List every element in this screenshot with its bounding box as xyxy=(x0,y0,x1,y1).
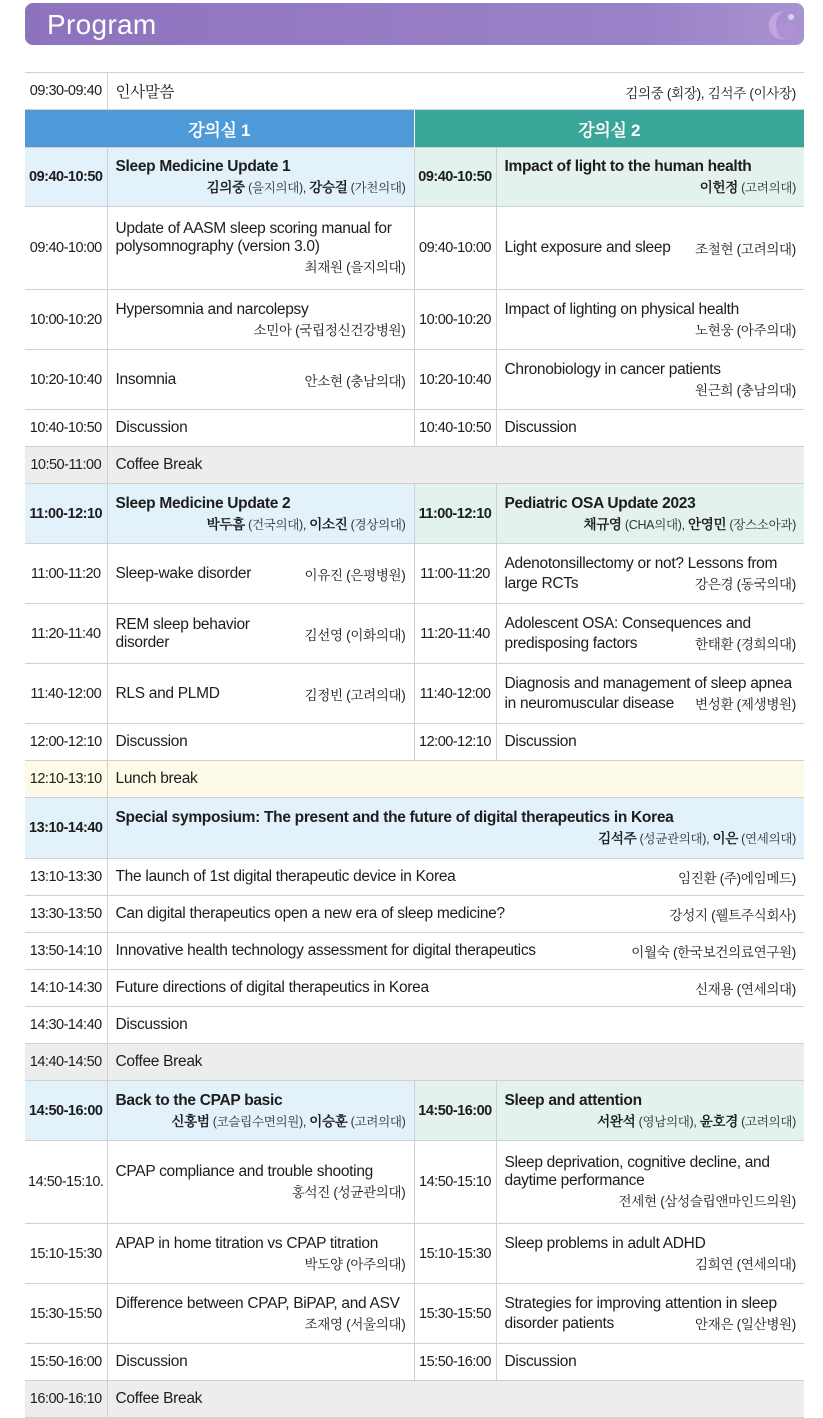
talk-title: REM sleep behavior disorder xyxy=(115,615,250,651)
talk-row: 14:50-15:10. CPAP compliance and trouble shooting 홍석진 (성균관의대) 14:50-15:10 Sleep deprivation, cognitive decline, and daytime performance 전세현 (삼성슬립앤마인드의원) xyxy=(25,1141,804,1224)
talk-title-cont: large RCTs xyxy=(504,574,579,592)
session-title: Back to the CPAP basic xyxy=(115,1091,283,1109)
session-row xyxy=(25,148,804,207)
talk-title: RLS and PLMD xyxy=(115,684,220,702)
talk-title-cont: in neuromuscular disease xyxy=(504,694,674,712)
session-time: 09:40-10:50 xyxy=(414,148,496,207)
speaker: 안소현 (충남의대) xyxy=(304,373,406,389)
talk-title: Hypersomnia and narcolepsy xyxy=(115,300,309,318)
speaker: 김의중 (회장), 김석주 (이사장) xyxy=(625,86,796,101)
talk-title: Adolescent OSA: Consequences and xyxy=(504,614,751,632)
talk-title: Insomnia xyxy=(115,370,176,388)
talk-title: Discussion xyxy=(107,724,414,761)
break-title: Lunch break xyxy=(107,761,804,798)
talk-title: Discussion xyxy=(496,724,804,761)
talk-title: Discussion xyxy=(496,410,804,447)
program-banner xyxy=(25,3,804,45)
talk-title: CPAP compliance and trouble shooting xyxy=(115,1163,373,1180)
break-row: 14:40-14:50 Coffee Break xyxy=(25,1044,804,1081)
session-time: 11:00-12:10 xyxy=(25,484,107,544)
talk-row: 14:10-14:30 Future directions of digital therapeutics in Korea 신재용 (연세의대) xyxy=(25,970,804,1007)
talk-title: Diagnosis and management of sleep apnea xyxy=(504,674,792,692)
talk-title: Difference between CPAP, BiPAP, and ASV xyxy=(115,1294,400,1312)
talk-row: 15:30-15:50 Difference between CPAP, BiPAP, and ASV 조재영 (서울의대) 15:30-15:50 Strategies for improving attention in sleep disorder patients 안재은 (일산병원) xyxy=(25,1284,804,1344)
talk-row: 15:10-15:30 APAP in home titration vs CPAP titration 박도양 (아주의대) 15:10-15:30 Sleep problems in adult ADHD 김희연 (연세의대) xyxy=(25,1224,804,1284)
break-title: Coffee Break xyxy=(107,447,804,484)
break-row: 10:50-11:00 Coffee Break xyxy=(25,447,804,484)
speaker: 소민아 (국립정신건강병원) xyxy=(253,322,406,338)
talk-title: Future directions of digital therapeutics in Korea xyxy=(115,979,429,996)
speaker: 김희연 (연세의대) xyxy=(694,1256,796,1272)
speaker: 이유진 (은평병원) xyxy=(304,567,406,583)
speaker: 강은경 (동국의대) xyxy=(694,576,796,592)
speaker: 이월숙 (한국보건의료연구원) xyxy=(631,945,796,960)
session-time: 14:50-16:00 xyxy=(414,1081,496,1141)
talk-row: 11:20-11:40 REM sleep behavior disorder 김선영 (이화의대) 11:20-11:40 Adolescent OSA: Consequences and predisposing factors 한태환 (경희의대) xyxy=(25,604,804,664)
session-title: Sleep Medicine Update 1 xyxy=(115,158,291,175)
session-chairs: 신홍범 (코슬립수면의원), 이승훈 (고려의대) xyxy=(171,1113,406,1129)
symposium-row xyxy=(25,798,804,859)
talk-title: Light exposure and sleep xyxy=(504,239,671,256)
talk-row: 10:20-10:40 Insomnia 안소현 (충남의대) 10:20-10:40 Chronobiology in cancer patients 원근희 (충남의대) xyxy=(25,350,804,410)
talk-title: APAP in home titration vs CPAP titration xyxy=(115,1234,379,1252)
break-row: 16:00-16:10 Coffee Break xyxy=(25,1381,804,1418)
talk-title: Discussion xyxy=(107,410,414,447)
session-row xyxy=(25,484,804,544)
session-chairs: 김의중 (을지의대), 강승걸 (가천의대) xyxy=(206,180,406,195)
session-title: Sleep Medicine Update 2 xyxy=(115,494,291,512)
talk-title: Chronobiology in cancer patients xyxy=(504,360,721,378)
session-title: Pediatric OSA Update 2023 xyxy=(504,494,696,512)
speaker: 임진환 (주)에임메드) xyxy=(678,871,796,886)
talk-title-cont: polysomnography (version 3.0) xyxy=(115,238,320,255)
session-title: Special symposium: The present and the future of digital therapeutics in Korea xyxy=(115,809,674,826)
break-row: 12:10-13:10 Lunch break xyxy=(25,761,804,798)
speaker: 홍석진 (성균관의대) xyxy=(291,1185,406,1200)
speaker: 노현웅 (아주의대) xyxy=(694,322,796,338)
session-time: 14:50-16:00 xyxy=(25,1081,107,1141)
speaker: 원근희 (충남의대) xyxy=(694,382,796,398)
discussion-row: 14:30-14:40 Discussion xyxy=(25,1007,804,1044)
talk-row: 10:00-10:20 Hypersomnia and narcolepsy 소민아 (국립정신건강병원) 10:00-10:20 Impact of lighting on physical health 노현웅 (아주의대) xyxy=(25,290,804,350)
talk-title: Sleep-wake disorder xyxy=(115,564,252,582)
session-time: 13:10-14:40 xyxy=(25,798,107,859)
break-title: Coffee Break xyxy=(107,1044,804,1081)
speaker: 전세현 (삼성슬립앤마인드의원) xyxy=(618,1194,796,1209)
program-table xyxy=(25,72,804,1418)
session-title: Sleep and attention xyxy=(504,1091,642,1109)
room-1-header: 강의실 1 xyxy=(25,110,414,148)
speaker: 변성환 (제생병원) xyxy=(694,696,796,712)
discussion-row: 12:00-12:10 Discussion 12:00-12:10 Discussion xyxy=(25,724,804,761)
speaker: 한태환 (경희의대) xyxy=(694,636,796,652)
time-cell: 09:30-09:40 xyxy=(25,73,107,110)
talk-title: Discussion xyxy=(107,1344,414,1381)
talk-title: Adenotonsillectomy or not? Lessons from xyxy=(504,554,778,572)
talk-row: 13:30-13:50 Can digital therapeutics open a new era of sleep medicine? 강성지 (웰트주식회사) xyxy=(25,896,804,933)
talk-title-cont: disorder patients xyxy=(504,1314,614,1332)
talk-row: 11:00-11:20 Sleep-wake disorder 이유진 (은평병원) 11:00-11:20 Adenotonsillectomy or not? Lessons from large RCTs 강은경 (동국의대) xyxy=(25,544,804,604)
talk-title: The launch of 1st digital therapeutic device in Korea xyxy=(115,868,456,885)
session-time: 11:00-12:10 xyxy=(414,484,496,544)
session-title: Impact of light to the human health xyxy=(504,158,752,175)
talk-title-cont: predisposing factors xyxy=(504,634,638,652)
speaker: 김선영 (이화의대) xyxy=(304,627,406,643)
speaker: 신재용 (연세의대) xyxy=(694,982,796,997)
speaker: 강성지 (웰트주식회사) xyxy=(669,908,796,923)
session-chairs: 김석주 (성균관의대), 이은 (연세의대) xyxy=(598,831,796,846)
talk-title: Can digital therapeutics open a new era of sleep medicine? xyxy=(115,905,505,922)
discussion-row: 15:50-16:00 Discussion 15:50-16:00 Discussion xyxy=(25,1344,804,1381)
session-chairs: 서완석 (영남의대), 윤호경 (고려의대) xyxy=(597,1113,796,1129)
talk-row: 11:40-12:00 RLS and PLMD 김정빈 (고려의대) 11:40-12:00 Diagnosis and management of sleep apnea in neuromuscular disease 변성환 (제생병원) xyxy=(25,664,804,724)
room-2-header: 강의실 2 xyxy=(414,110,804,148)
talk-row: 13:10-13:30 The launch of 1st digital therapeutic device in Korea 임진환 (주)에임메드) xyxy=(25,859,804,896)
speaker: 박도양 (아주의대) xyxy=(304,1256,406,1272)
speaker: 안재은 (일산병원) xyxy=(694,1316,796,1332)
talk-title: Sleep problems in adult ADHD xyxy=(504,1234,706,1252)
talk-title: Innovative health technology assessment for digital therapeutics xyxy=(115,942,536,959)
break-title: Coffee Break xyxy=(107,1381,804,1418)
opening-row xyxy=(25,73,804,110)
speaker: 최재원 (을지의대) xyxy=(304,260,406,275)
talk-title: Impact of lighting on physical health xyxy=(504,300,739,318)
speaker: 조철현 (고려의대) xyxy=(694,242,796,257)
talk-title: Discussion xyxy=(496,1344,804,1381)
discussion-row: 10:40-10:50 Discussion 10:40-10:50 Discussion xyxy=(25,410,804,447)
talk-title: Discussion xyxy=(107,1007,804,1044)
session-chairs: 이헌정 (고려의대) xyxy=(699,180,796,195)
page-title: Program xyxy=(47,9,157,40)
talk-row: 09:40-10:00 Update of AASM sleep scoring manual for polysomnography (version 3.0) 최재원 (을지의대) 09:40-10:00 Light exposure and sleep 조철현 (고려의대) xyxy=(25,207,804,290)
speaker: 조재영 (서울의대) xyxy=(304,1316,406,1332)
session-chairs: 박두흠 (건국의대), 이소진 (경상의대) xyxy=(206,516,406,532)
talk-title: Update of AASM sleep scoring manual for xyxy=(115,220,392,237)
talk-title: Sleep deprivation, cognitive decline, and xyxy=(504,1154,770,1171)
speaker: 김정빈 (고려의대) xyxy=(304,687,406,703)
opening-title: 인사말씀 xyxy=(115,84,175,101)
talk-title: Strategies for improving attention in sleep xyxy=(504,1294,777,1312)
session-chairs: 채규영 (CHA의대), 안영민 (장스소아과) xyxy=(583,516,796,532)
session-row xyxy=(25,1081,804,1141)
session-time: 09:40-10:50 xyxy=(25,148,107,207)
talk-title-cont: daytime performance xyxy=(504,1172,645,1189)
sleep-logo-icon xyxy=(754,5,800,45)
talk-row: 13:50-14:10 Innovative health technology assessment for digital therapeutics 이월숙 (한국보건의료연구원) xyxy=(25,933,804,970)
room-header-row xyxy=(25,110,804,148)
